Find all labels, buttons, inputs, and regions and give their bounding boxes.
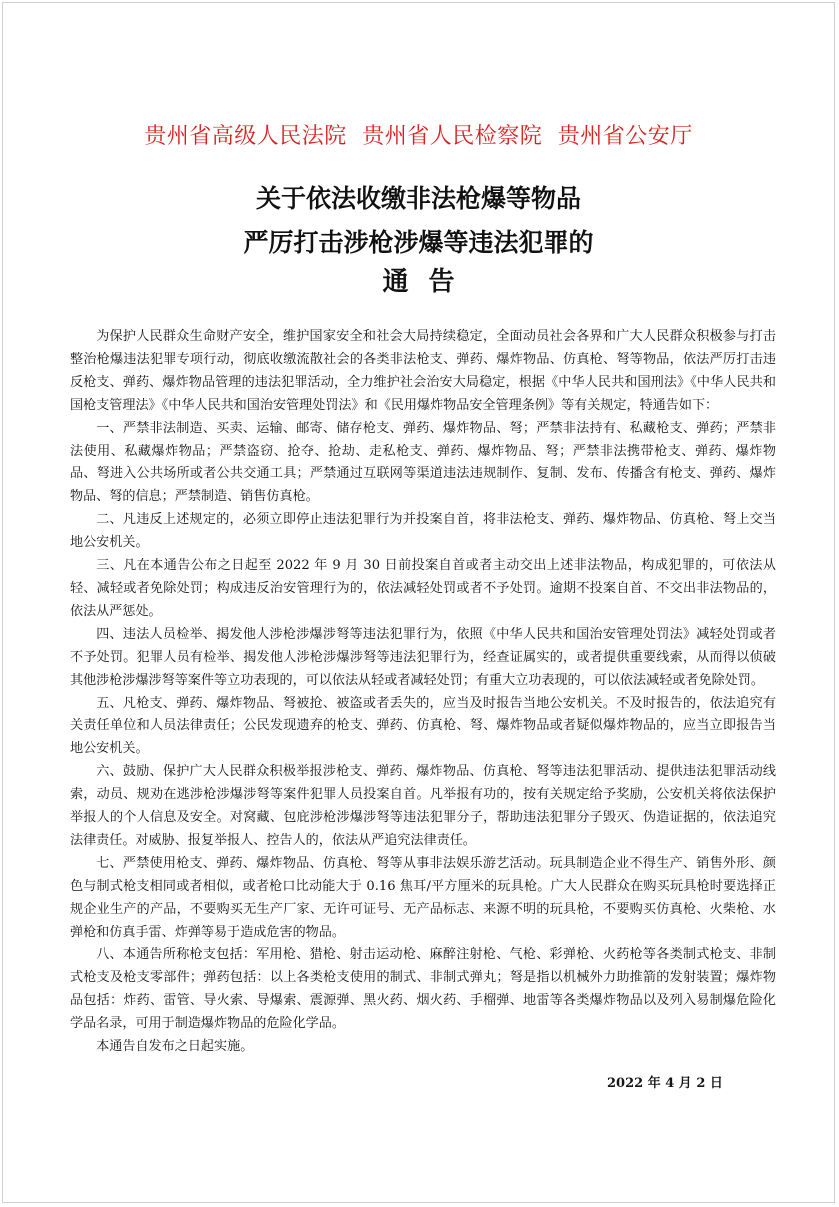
paragraph-2: 二、凡违反上述规定的，必须立即停止违法犯罪行为并投案自首，将非法枪支、弹药、爆炸物品、仿真枪、弩上交当地公安机关。 [70, 512, 776, 551]
notice-page [2, 2, 835, 1203]
issuer-public-security: 贵州省公安厅 [557, 124, 693, 149]
title-line-1: 关于依法收缴非法枪爆等物品 [255, 184, 581, 213]
paragraph-effective: 本通告自发布之日起实施。 [96, 1039, 254, 1055]
issuing-authorities [3, 119, 834, 150]
paragraph-6: 六、鼓励、保护广大人民群众积极举报涉枪支、弹药、爆炸物品、仿真枪、弩等违法犯罪活动、提供违法犯罪活动线索，动员、规劝在逃涉枪涉爆涉弩等案件犯罪人员投案自首。凡举报有功的，按有关规定给予奖励，公安机关将依法保护举报人的个人信息及安全。对窝藏、包庇涉枪涉爆涉弩等违法犯罪分子，帮助违法犯罪分子毁灭、伪造证据的，依法追究法律责任。对威胁、报复举报人、控告人的，依法从严追究法律责任。 [70, 764, 776, 848]
paragraph-3: 三、凡在本通告公布之日起至 2022 年 9 月 30 日前投案自首或者主动交出上述非法物品，构成犯罪的，可依法从轻、减轻或者免除处罚；构成违反治安管理行为的，依法减轻处罚或者不予处罚。逾期不投案自首、不交出非法物品的，依法从严惩处。 [70, 558, 776, 619]
paragraph-4: 四、违法人员检举、揭发他人涉枪涉爆涉弩等违法犯罪行为，依照《中华人民共和国治安管理处罚法》减轻处罚或者不予处罚。犯罪人员有检举、揭发他人涉枪涉爆涉弩等违法犯罪行为，经查证属实的，或者提供重要线索，从而得以侦破其他涉枪涉爆涉弩等案件等立功表现的，可以依法从轻或者减轻处罚；有重大立功表现的，可以依法减轻或者免除处罚。 [70, 626, 776, 688]
title-line-2: 严厉打击涉枪涉爆等违法犯罪的 [243, 228, 594, 257]
issuer-procuratorate: 贵州省人民检察院 [362, 124, 543, 149]
paragraph-8: 八、本通告所称枪支包括：军用枪、猎枪、射击运动枪、麻醉注射枪、气枪、彩弹枪、火药枪等各类制式枪支、非制式枪支及枪支零部件；弹药包括：以上各类枪支使用的制式、非制式弹丸；弩是指以机械外力助推箭的发射装置；爆炸物品包括：炸药、雷管、导火索、导爆索、震源弹、黑火药、烟火药、手榴弹、地雷等各类爆炸物品以及列入易制爆危险化学品名录，可用于制造爆炸物品的危险化学品。 [70, 947, 776, 1032]
issuer-court: 贵州省高级人民法院 [144, 124, 347, 149]
paragraph-1: 一、严禁非法制造、买卖、运输、邮寄、储存枪支、弹药、爆炸物品、弩；严禁非法持有、私藏枪支、弹药；严禁非法使用、私藏爆炸物品；严禁盗窃、抢夺、抢劫、走私枪支、弹药、爆炸物品、弩；严禁非法携带枪支、弹药、爆炸物品、弩进入公共场所或者公共交通工具；严禁通过互联网等渠道违法违规制作、复制、发布、传播含有枪支、弹药、爆炸物品、弩的信息；严禁制造、销售仿真枪。 [70, 420, 776, 505]
paragraph-7: 七、严禁使用枪支、弹药、爆炸物品、仿真枪、弩等从事非法娱乐游艺活动。玩具制造企业不得生产、销售外形、颜色与制式枪支相同或者相似，或者枪口比动能大于 0.16 焦耳/平方厘米的玩具枪。广大人民群众在购买玩具枪时要选择正规企业生产的产品，不要购买无生产厂家、无许可证号、无产品标志、来源不明的玩具枪，不要购买仿真枪、火柴枪、水弹枪和仿真手雷、炸弹等易于造成危害的物品。 [70, 855, 776, 940]
paragraph-intro: 为保护人民群众生命财产安全，维护国家安全和社会大局持续稳定，全面动员社会各界和广大人民群众积极参与打击整治枪爆违法犯罪专项行动，彻底收缴流散社会的各类非法枪支、弹药、爆炸物品、仿真枪、弩等物品，依法严厉打击违反枪支、弹药、爆炸物品管理的违法犯罪活动，全力维护社会治安大局稳定，根据《中华人民共和国刑法》《中华人民共和国枪支管理法》《中华人民共和国治安管理处罚法》和《民用爆炸物品安全管理条例》等有关规定，特通告如下： [70, 329, 776, 413]
issue-date: 2022 年 4 月 2 日 [607, 1076, 723, 1091]
notice-body [70, 326, 776, 1059]
paragraph-5: 五、凡枪支、弹药、爆炸物品、弩被抢、被盗或者丢失的，应当及时报告当地公安机关。不及时报告的，依法追究有关责任单位和人员法律责任；公民发现遗弃的枪支、弹药、仿真枪、弩、爆炸物品或者疑似爆炸物品的，应当立即报告当地公安机关。 [70, 695, 776, 757]
title-line-3: 通告 [382, 267, 475, 297]
